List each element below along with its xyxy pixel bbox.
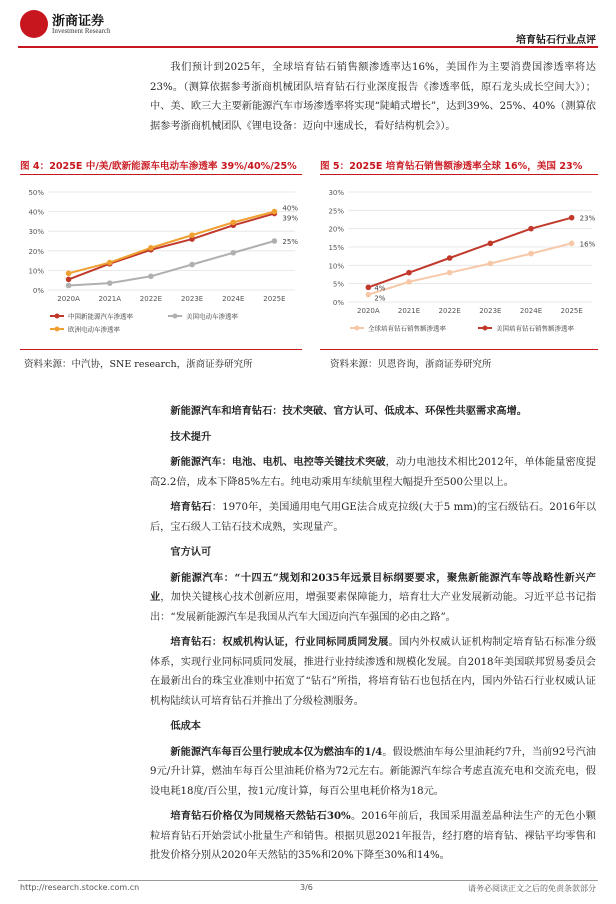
data-point (189, 262, 195, 268)
section-lowcost-title: 低成本 (170, 720, 201, 732)
data-point (406, 270, 412, 276)
start-value-label: 4% (374, 284, 386, 293)
x-tick-label: 2024E (222, 295, 245, 303)
para-ev-cost-rest: 。假设燃油车每公里油耗约7升，当前92号汽油9元/升计算，燃油车每百公里油耗价格为72元左右。新能源汽车综合考虑直流充电和交流充电，假设电耗18度/百公里，按1元/度计算，每百公里电耗价格为18元。 (150, 746, 596, 797)
para-diamond-price-rest: 。2016年前后，我国采用温差晶种法生产的无色小颗粒培育钻石开始尝试小批量生产和销售。根据贝恩2021年报告，经打磨的培育钻、裸钻平均零售和批发价格分别从2020年天然钻的35%和20%下降至30%和14%。 (150, 811, 596, 861)
end-value-label: 39% (282, 214, 298, 223)
y-tick-label: 10% (328, 262, 344, 271)
legend-label: 全球培育钻石销售额渗透率 (368, 324, 446, 333)
x-tick-label: 2025E (560, 307, 583, 315)
data-point (230, 250, 236, 256)
data-point (66, 277, 72, 283)
data-point (366, 285, 372, 291)
figure5-top-rule (320, 174, 598, 175)
end-value-label: 40% (282, 204, 298, 213)
report-type: 培育钻石行业点评 (516, 35, 596, 46)
data-point (189, 232, 195, 238)
x-tick-label: 2021A (98, 295, 122, 303)
summary-heading: 新能源汽车和培育钻石：技术突破、官方认可、低成本、环保性共驱需求高增。 (170, 405, 527, 417)
x-tick-label: 2023E (479, 307, 502, 315)
company-subtitle: Investment Research (52, 27, 111, 35)
figure4-source: 资料来源：中汽协，SNE research，浙商证券研究所 (24, 359, 253, 370)
data-point (148, 245, 154, 251)
para-ev-cost-bold: 新能源汽车每百公里行驶成本仅为燃油车的1/4 (170, 745, 383, 758)
figure5-title: 图 5：2025E 培育钻石销售额渗透率全球 16%，美国 23% (320, 161, 583, 172)
data-point (272, 209, 278, 215)
page-number: 3/6 (300, 883, 313, 892)
y-tick-label: 40% (28, 208, 44, 217)
section-tech-title: 技术提升 (170, 430, 212, 443)
data-point (447, 270, 453, 276)
x-tick-label: 2022E (438, 307, 461, 315)
y-tick-label: 15% (328, 244, 344, 252)
y-tick-label: 30% (328, 189, 344, 197)
legend-label: 美国电动车渗透率 (186, 312, 238, 321)
intro-text: 我们预计到2025年，全球培育钻石销售额渗透率达16%，美国作为主要消费国渗透率将达23%。（测算依据参考浙商机械团队培育钻石行业深度报告《渗透率低，原石龙头成长空间大》）；中、美、欧三大主要新能源汽车市场渗透率将实现“陡峭式增长”，达到39%、25%、40%（测算依据参考浙商机械团队《锂电设备：迈向中速成长，看好结构机会》）。 (150, 62, 596, 132)
series-line (368, 218, 571, 288)
para-diamond-cert (150, 633, 596, 711)
y-tick-label: 0% (32, 287, 44, 295)
data-point (148, 273, 154, 279)
para-ev-policy (150, 569, 596, 628)
section-official-title: 官方认可 (170, 546, 212, 558)
y-tick-label: 20% (28, 247, 44, 256)
x-tick-label: 2020A (57, 295, 80, 303)
series-line (69, 241, 275, 285)
footer-divider (18, 880, 598, 881)
data-point (528, 251, 534, 257)
data-point (107, 260, 113, 266)
legend-label: 美国培育钻石销售额渗透率 (496, 324, 574, 333)
y-tick-label: 5% (332, 280, 344, 289)
company-name: 浙商证券 (52, 14, 105, 29)
para-diamond-tech (150, 498, 596, 537)
x-tick-label: 2025E (263, 295, 286, 303)
end-value-label: 23% (579, 214, 596, 223)
end-value-label: 25% (282, 238, 298, 246)
data-point (66, 283, 72, 289)
data-point (569, 215, 575, 221)
figure5-source: 资料来源：贝恩咨询，浙商证券研究所 (330, 359, 492, 370)
data-point (366, 292, 372, 298)
x-tick-label: 2021E (397, 307, 421, 315)
data-point (107, 280, 113, 286)
para-ev-policy-rest: ，加快关键核心技术创新应用，增强要素保障能力，培育壮大产业发展新动能。习近平总书记指出：“发展新能源汽车是我国从汽车大国迈向汽车强国的必由之路”。 (150, 592, 597, 623)
y-tick-label: 25% (328, 207, 344, 216)
para-diamond-price (150, 807, 596, 866)
para-diamond-cert-rest: 。国内外权威认证机构制定培育钻石标准分级体系，实现行业同标同质同发展，推进行业持续渗透和规模化发展。自2018年美国联邦贸易委员会在最新出台的珠宝业准则中拓宽了“钻石”所指，将培育钻石也包括在内，国内外钻石行业权威认证机构陆续认可培育钻石并推出了分级检测服务。 (150, 637, 597, 707)
data-point (272, 238, 278, 244)
para-diamond-price-bold: 培育钻石价格仅为同规格天然钻石30% (170, 810, 351, 822)
data-point (66, 271, 72, 277)
y-tick-label: 0% (332, 299, 344, 307)
data-point (569, 241, 575, 247)
para-ev-policy-bold: 新能源汽车：“十四五”规划和2035年远景目标纲要要求，聚焦新能源汽车等战略性新兴产业 (150, 571, 596, 603)
header-divider (18, 46, 598, 48)
footer-disclaimer: 请务必阅读正文之后的免责条款部分 (468, 884, 596, 893)
y-tick-label: 50% (28, 189, 44, 197)
body-section (150, 402, 596, 866)
legend-marker (173, 314, 178, 319)
x-tick-label: 2022E (139, 295, 163, 303)
legend-label: 欧洲电动车渗透率 (68, 325, 120, 334)
data-point (488, 261, 494, 267)
data-point (230, 220, 236, 226)
legend-marker (55, 314, 60, 319)
series-line (69, 212, 275, 274)
end-value-label: 16% (579, 240, 596, 249)
legend-marker (55, 327, 60, 332)
y-tick-label: 20% (328, 225, 344, 234)
para-ev-tech-bold: 新能源汽车：电池、电机、电控等关键技术突破 (170, 456, 386, 468)
figure4-top-rule (20, 174, 302, 175)
legend-marker (355, 326, 360, 331)
y-tick-label: 10% (28, 267, 44, 276)
x-tick-label: 2024E (519, 307, 543, 315)
footer-url[interactable]: http://research.stocke.com.cn (20, 883, 140, 892)
figure4-title: 图 4：2025E 中/美/欧新能源车电动车渗透率 39%/40%/25% (20, 161, 297, 172)
company-logo-icon (20, 10, 48, 38)
data-point (406, 279, 412, 285)
start-value-label: 2% (374, 294, 386, 303)
x-tick-label: 2023E (180, 295, 204, 303)
para-ev-tech-rest: ，动力电池技术相比2012年，单体能量密度提高2.2倍，成本下降85%左右。纯电动乘用车续航里程大幅提升至500公里以上。 (150, 457, 596, 488)
figure5-chart (320, 178, 598, 346)
x-tick-label: 2020A (357, 307, 380, 315)
intro-paragraph (150, 58, 596, 136)
para-diamond-cert-bold: 培育钻石：权威机构认证，行业同标同质同发展 (170, 636, 389, 648)
data-point (528, 226, 534, 232)
y-tick-label: 30% (28, 228, 44, 237)
data-point (447, 255, 453, 261)
para-diamond-tech-bold: 培育钻石 (170, 501, 212, 513)
legend-marker (483, 326, 488, 331)
figure5-bottom-rule (320, 349, 598, 350)
figure4-bottom-rule (20, 349, 302, 350)
legend-label: 中国新能源汽车渗透率 (68, 312, 133, 321)
figure4-chart (20, 178, 302, 346)
para-ev-cost (150, 743, 596, 802)
para-diamond-tech-rest: ：1970年，美国通用电气用GE法合成克拉级(大于5 mm)的宝石级钻石。2016年以后，宝石级人工钻石技术成熟，实现量产。 (150, 502, 597, 533)
para-ev-tech (150, 453, 596, 492)
data-point (488, 241, 494, 247)
